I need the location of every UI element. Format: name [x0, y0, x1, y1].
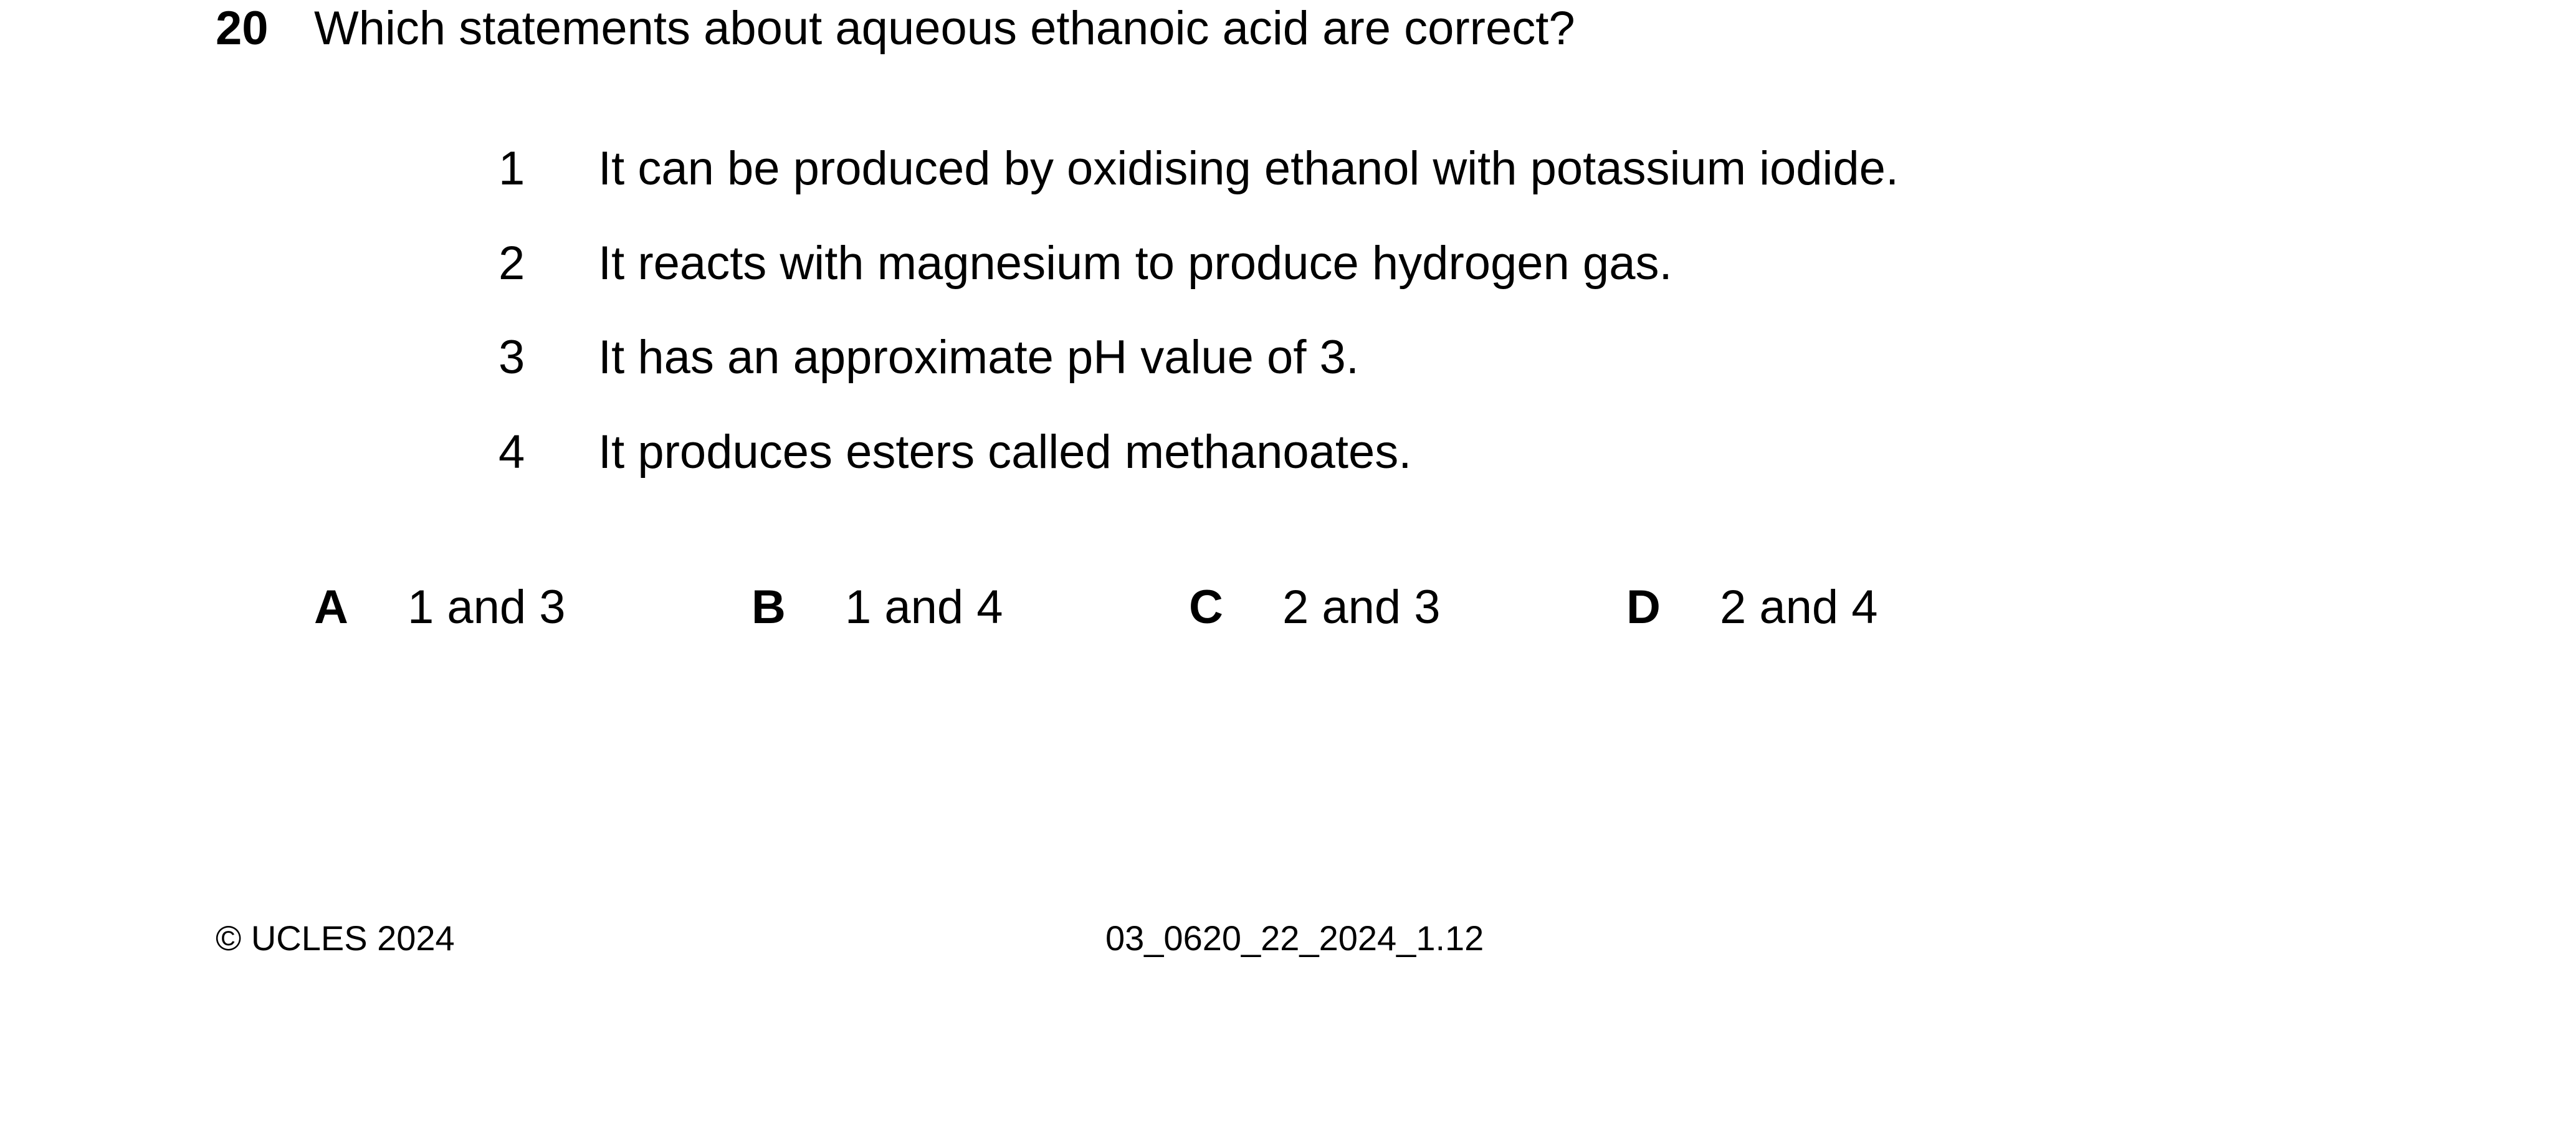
option-letter: B — [751, 581, 786, 634]
option-letter: D — [1626, 581, 1661, 634]
statement-number: 3 — [499, 331, 525, 384]
statement-number: 4 — [499, 426, 525, 479]
option-text: 1 and 4 — [845, 581, 1003, 634]
statement-text: It reacts with magnesium to produce hydrogen gas. — [598, 237, 1672, 290]
question-text: Which statements about aqueous ethanoic acid are correct? — [314, 2, 1575, 55]
question-number: 20 — [216, 2, 269, 55]
option-text: 2 and 4 — [1720, 581, 1878, 634]
option-letter: A — [314, 581, 348, 634]
option-text: 2 and 3 — [1282, 581, 1441, 634]
footer-paper-code: 03_0620_22_2024_1.12 — [1105, 918, 1484, 958]
statement-number: 1 — [499, 142, 525, 195]
statement-text: It produces esters called methanoates. — [598, 426, 1412, 479]
option-letter: C — [1189, 581, 1223, 634]
statement-text: It can be produced by oxidising ethanol with potassium iodide. — [598, 142, 1899, 195]
statement-number: 2 — [499, 237, 525, 290]
statement-text: It has an approximate pH value of 3. — [598, 331, 1359, 384]
footer-copyright: © UCLES 2024 — [216, 918, 455, 958]
option-text: 1 and 3 — [408, 581, 566, 634]
